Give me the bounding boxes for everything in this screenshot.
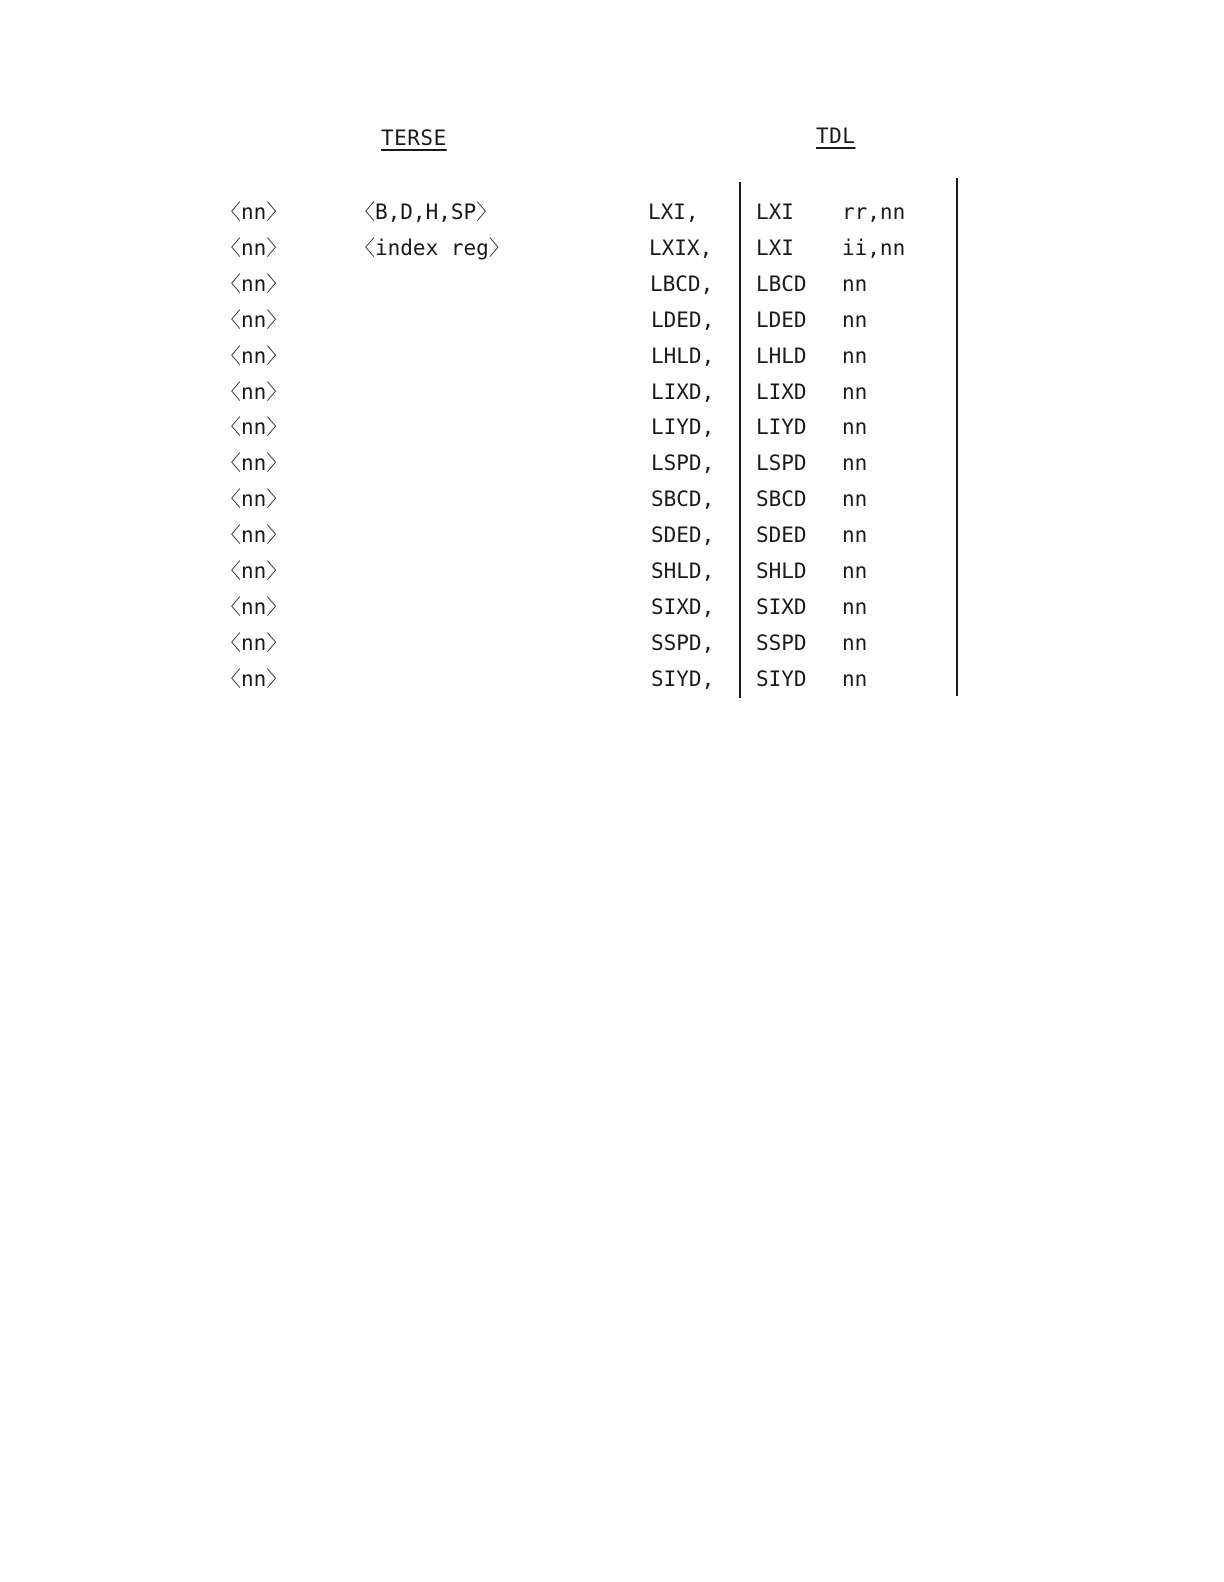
- operand-cell: 〈nn〉: [220, 200, 288, 224]
- tdl-operand-cell: nn: [842, 272, 868, 296]
- terse-mnemonic-cell: LDED,: [651, 308, 715, 332]
- tdl-mnemonic-cell: LIYD: [756, 415, 807, 439]
- terse-mnemonic-cell: LXIX,: [649, 236, 713, 260]
- tdl-mnemonic-cell: SHLD: [756, 559, 807, 583]
- operand-cell: 〈nn〉: [220, 272, 288, 296]
- terse-mnemonic-cell: LXI,: [648, 200, 699, 224]
- tdl-operand-cell: rr,nn: [842, 200, 906, 224]
- terse-mnemonic-cell: LSPD,: [651, 451, 715, 475]
- tdl-mnemonic-cell: LHLD: [756, 344, 807, 368]
- tdl-right-rule: [956, 178, 958, 696]
- tdl-operand-cell: nn: [842, 667, 868, 691]
- operand-cell: 〈nn〉: [220, 631, 288, 655]
- operand-cell: 〈nn〉: [220, 595, 288, 619]
- tdl-operand-cell: nn: [842, 595, 868, 619]
- operand-cell: 〈nn〉: [220, 415, 288, 439]
- terse-mnemonic-cell: LIXD,: [651, 380, 715, 404]
- tdl-operand-cell: nn: [842, 308, 868, 332]
- terse-mnemonic-cell: LIYD,: [651, 415, 715, 439]
- tdl-mnemonic-cell: LIXD: [756, 380, 807, 404]
- terse-mnemonic-cell: LBCD,: [650, 272, 714, 296]
- tdl-operand-cell: nn: [842, 380, 868, 404]
- terse-mnemonic-cell: SSPD,: [651, 631, 715, 655]
- tdl-mnemonic-cell: SIYD: [756, 667, 807, 691]
- tdl-mnemonic-cell: LDED: [756, 308, 807, 332]
- terse-mnemonic-cell: SHLD,: [651, 559, 715, 583]
- tdl-mnemonic-cell: SBCD: [756, 487, 807, 511]
- terse-mnemonic-cell: LHLD,: [651, 344, 715, 368]
- terse-column-header: TERSE: [381, 126, 447, 150]
- register-cell: 〈index reg〉: [354, 236, 510, 260]
- terse-mnemonic-cell: SBCD,: [651, 487, 715, 511]
- tdl-operand-cell: nn: [842, 344, 868, 368]
- tdl-mnemonic-cell: LXI: [756, 236, 794, 260]
- tdl-left-rule: [739, 182, 741, 698]
- tdl-column-header: TDL: [816, 124, 856, 148]
- tdl-operand-cell: nn: [842, 451, 868, 475]
- terse-mnemonic-cell: SIYD,: [651, 667, 715, 691]
- tdl-mnemonic-cell: LBCD: [756, 272, 807, 296]
- operand-cell: 〈nn〉: [220, 236, 288, 260]
- tdl-mnemonic-cell: LXI: [756, 200, 794, 224]
- operand-cell: 〈nn〉: [220, 559, 288, 583]
- register-cell: 〈B,D,H,SP〉: [354, 200, 498, 224]
- tdl-mnemonic-cell: LSPD: [756, 451, 807, 475]
- operand-cell: 〈nn〉: [220, 667, 288, 691]
- operand-cell: 〈nn〉: [220, 380, 288, 404]
- terse-mnemonic-cell: SIXD,: [651, 595, 715, 619]
- tdl-mnemonic-cell: SSPD: [756, 631, 807, 655]
- terse-mnemonic-cell: SDED,: [651, 523, 715, 547]
- operand-cell: 〈nn〉: [220, 523, 288, 547]
- tdl-operand-cell: nn: [842, 415, 868, 439]
- operand-cell: 〈nn〉: [220, 487, 288, 511]
- tdl-operand-cell: nn: [842, 487, 868, 511]
- tdl-mnemonic-cell: SDED: [756, 523, 807, 547]
- tdl-mnemonic-cell: SIXD: [756, 595, 807, 619]
- tdl-operand-cell: nn: [842, 631, 868, 655]
- tdl-operand-cell: nn: [842, 559, 868, 583]
- operand-cell: 〈nn〉: [220, 308, 288, 332]
- tdl-operand-cell: ii,nn: [842, 236, 906, 260]
- operand-cell: 〈nn〉: [220, 344, 288, 368]
- operand-cell: 〈nn〉: [220, 451, 288, 475]
- tdl-operand-cell: nn: [842, 523, 868, 547]
